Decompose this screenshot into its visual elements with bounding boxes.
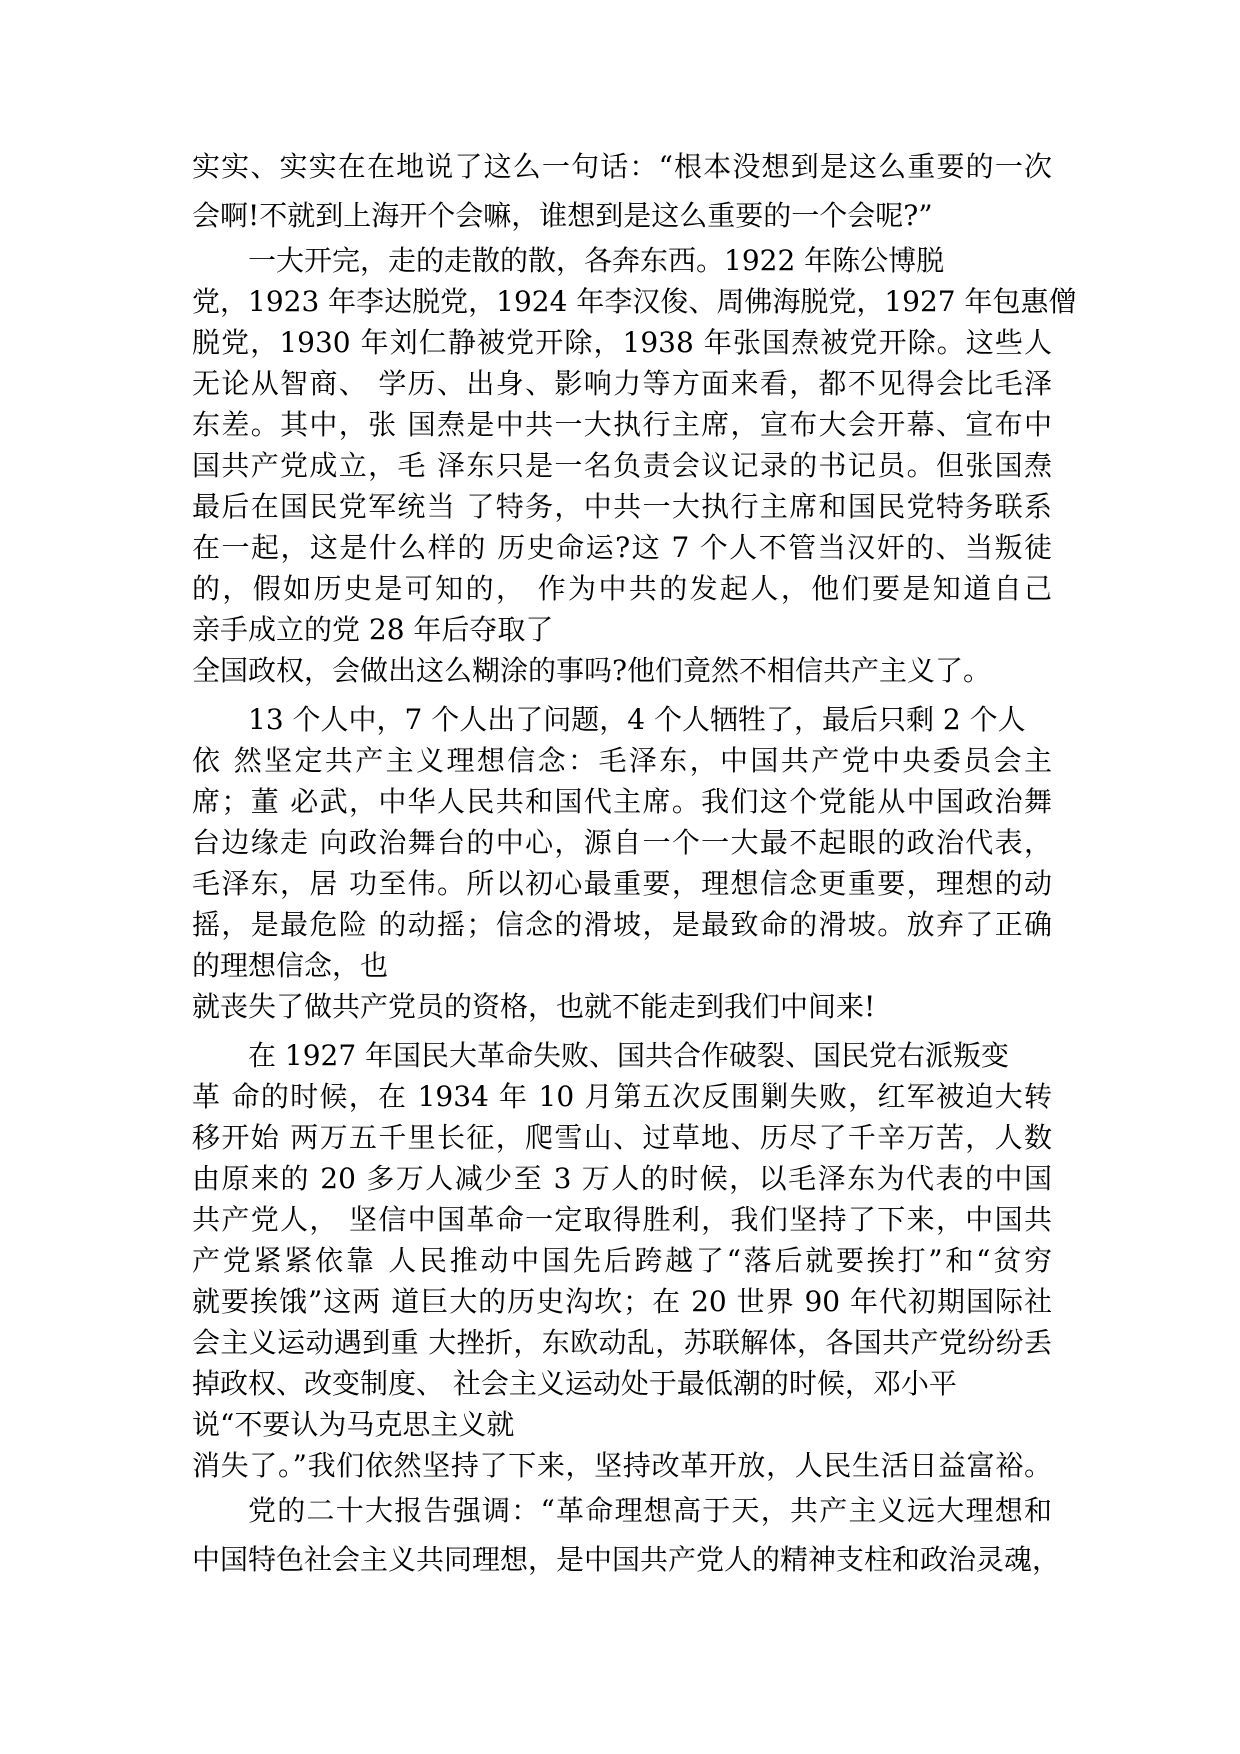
text-line: 依 然坚定共产主义理想信念：毛泽东，中国共产党中央委员会主 xyxy=(192,744,1052,777)
text-line: 实实、实实在在地说了这么一句话：“根本没想到是这么重要的一次 xyxy=(192,150,1052,183)
text-line: 移开始 两万五千里长征，爬雪山、过草地、历尽了千辛万苦，人数 xyxy=(192,1121,1052,1154)
text-line: 东差。其中，张 国焘是中共一大执行主席，宣布大会开幕、宣布中 xyxy=(192,408,1052,441)
text-line: 最后在国民党军统当 了特务，中共一大执行主席和国民党特务联系 xyxy=(192,490,1052,523)
text-line: 台边缘走 向政治舞台的中心，源自一个一大最不起眼的政治代表， xyxy=(192,826,1052,859)
text-line: 的，假如历史是可知的， 作为中共的发起人，他们要是知道自己 xyxy=(192,572,1052,605)
text-line: 产党紧紧依靠 人民推动中国先后跨越了“落后就要挨打”和“贫穷 xyxy=(192,1244,1052,1277)
text-line: 共产党人， 坚信中国革命一定取得胜利，我们坚持了下来，中国共 xyxy=(192,1203,1052,1236)
text-line: 革 命的时候，在 1934 年 10 月第五次反围剿失败，红军被迫大转 xyxy=(192,1080,1052,1113)
text-line: 无论从智商、 学历、出身、影响力等方面来看，都不见得会比毛泽 xyxy=(192,367,1052,400)
text-line: 亲手成立的党 28 年后夺取了 xyxy=(192,613,554,646)
text-line: 消失了。”我们依然坚持了下来，坚持改革开放，人民生活日益富裕。 xyxy=(192,1449,1052,1482)
text-line: 就丧失了做共产党员的资格，也就不能走到我们中间来! xyxy=(192,990,876,1023)
text-line: 席；董 必武，中华人民共和国代主席。我们这个党能从中国政治舞 xyxy=(192,785,1052,818)
text-line: 由原来的 20 多万人减少至 3 万人的时候，以毛泽东为代表的中国 xyxy=(192,1162,1052,1195)
text-line: 摇，是最危险 的动摇；信念的滑坡，是最致命的滑坡。放弃了正确 xyxy=(192,908,1052,941)
text-line: 在一起，这是什么样的 历史命运?这 7 个人不管当汉奸的、当叛徒 xyxy=(192,531,1052,564)
text-line: 党，1923 年李达脱党，1924 年李汉俊、周佛海脱党，1927 年包惠僧 xyxy=(192,285,1077,318)
text-line: 一大开完，走的走散的散，各奔东西。1922 年陈公博脱 xyxy=(248,244,945,277)
text-line: 毛泽东，居 功至伟。所以初心最重要，理想信念更重要，理想的动 xyxy=(192,867,1052,900)
text-line: 的理想信念，也 xyxy=(192,949,389,982)
text-line: 党的二十大报告强调：“革命理想高于天，共产主义远大理想和 xyxy=(248,1494,1052,1527)
body-text xyxy=(192,146,1077,1580)
text-line: 全国政权，会做出这么糊涂的事吗?他们竟然不相信共产主义了。 xyxy=(192,654,992,687)
text-line: 说“不要认为马克思主义就 xyxy=(192,1408,515,1441)
text-line: 脱党，1930 年刘仁静被党开除，1938 年张国焘被党开除。这些人 xyxy=(192,326,1052,359)
text-line: 13 个人中，7 个人出了问题，4 个人牺牲了，最后只剩 2 个人 xyxy=(248,703,1026,736)
text-line: 会啊!不就到上海开个会嘛，谁想到是这么重要的一个会呢?” xyxy=(192,199,933,232)
text-line: 就要挨饿”这两 道巨大的历史沟坎；在 20 世界 90 年代初期国际社 xyxy=(192,1285,1052,1318)
text-line: 中国特色社会主义共同理想，是中国共产党人的精神支柱和政治灵魂， xyxy=(192,1543,1061,1576)
text-line: 国共产党成立，毛 泽东只是一名负责会议记录的书记员。但张国焘 xyxy=(192,449,1052,482)
text-line: 掉政权、改变制度、 社会主义运动处于最低潮的时候，邓小平 xyxy=(192,1367,957,1400)
text-line: 会主义运动遇到重 大挫折，东欧动乱，苏联解体，各国共产党纷纷丢 xyxy=(192,1326,1052,1359)
text-line: 在 1927 年国民大革命失败、国共合作破裂、国民党右派叛变 xyxy=(248,1039,1010,1072)
